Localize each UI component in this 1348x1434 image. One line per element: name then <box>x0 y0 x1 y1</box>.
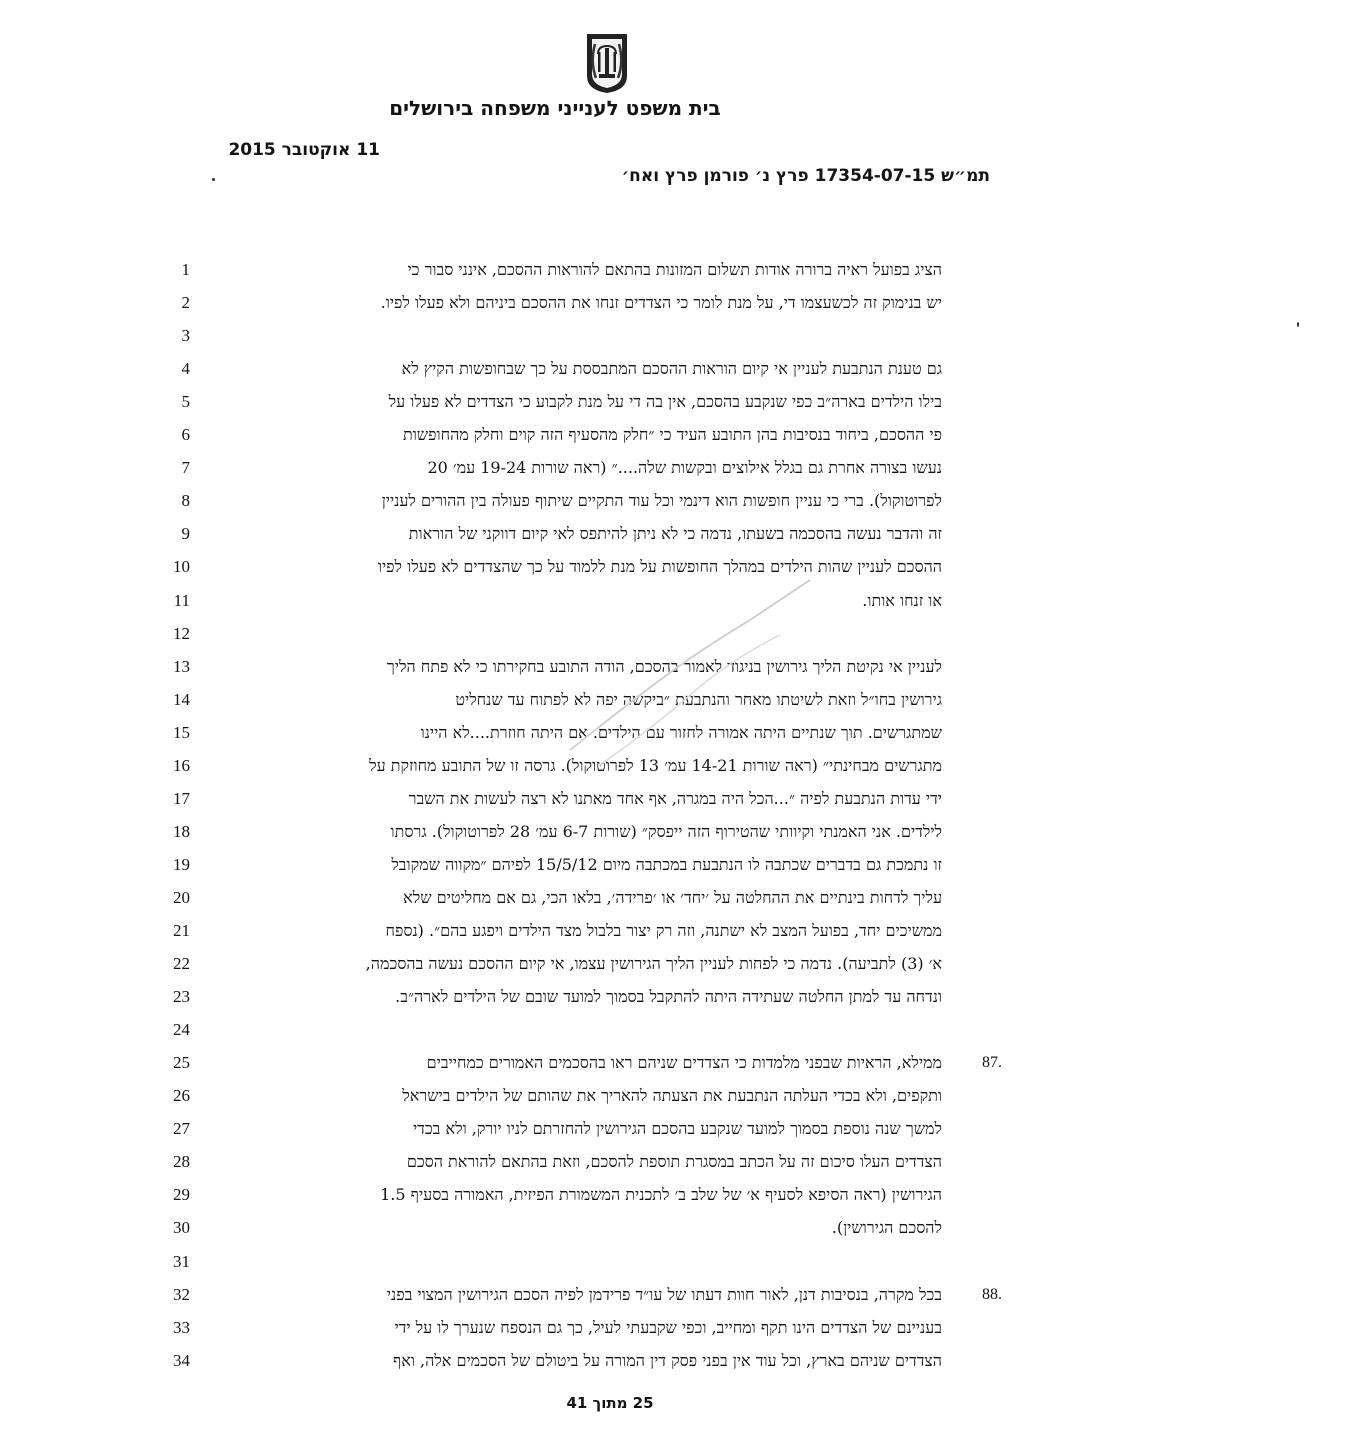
text-line: זה והדבר נעשה בהסכמה בשעתו, נדמה כי לא ניתן להיתפס לאי קיום דווקני של הוראות <box>408 524 942 543</box>
line-number: 33 <box>173 1318 190 1337</box>
line-number: 13 <box>173 657 190 676</box>
line-number: 31 <box>173 1252 190 1271</box>
text-line: יש בנימוק זה לכשעצמו די, על מנת לומר כי הצדדים זנחו את ההסכם ביניהם ולא פעלו לפיו. <box>380 293 942 312</box>
paragraph-number: 87. <box>982 1054 1002 1071</box>
text-line: למשך שנה נוספת בסמוך למועד שנקבע בהסכם הגירושין להחזרתם לניו יורק, ולא בכדי <box>412 1119 942 1138</box>
text-line: ידי עדות הנתבעת לפיה ״...הכל היה במגרה, אף אחד מאתנו לא רצה לעשות את השבר <box>408 789 942 808</box>
text-line: זו נתמכת גם בדברים שכתבה לו הנתבעת במכתבה מיום 15/5/12 לפיהם ״מקווה שמקובל <box>391 855 942 874</box>
state-emblem-icon <box>584 32 630 94</box>
line-number: 18 <box>173 822 190 841</box>
text-line: לפרוטוקול). ברי כי עניין חופשות הוא דינמי וכל עוד התקיים שיתוף פעולה בין ההורים לעניין <box>381 491 942 510</box>
text-line: הציג בפועל ראיה ברורה אודות תשלום המזונות בהתאם להוראות ההסכם, אינני סבור כי <box>407 260 942 279</box>
line-number: 20 <box>173 888 190 907</box>
text-line: א׳ (3) לתביעה). נדמה כי לפחות לעניין הליך הגירושין עצמו, אי קיום ההסכם נעשה בהסכמה, <box>365 954 942 973</box>
text-line: בעניינם של הצדדים הינו תקף ומחייב, וכפי שקבעתי לעיל, כך גם הנספח שנערך לו על ידי <box>394 1318 942 1337</box>
line-number: 11 <box>173 591 190 610</box>
text-line: שמתגרשים. תוך שנתיים היתה אמורה לחזור עם הילדים. אם היתה חוזרת....לא היינו <box>420 723 942 742</box>
text-line: עליך לדחות בינתיים את ההחלטה על ׳יחד׳ או ׳פרידה׳, בלאו הכי, גם אם מחליטים שלא <box>403 888 942 907</box>
line-number: 5 <box>181 392 190 411</box>
paragraph-number: 88. <box>982 1286 1002 1303</box>
line-number: 34 <box>173 1351 190 1370</box>
text-line: גם טענת הנתבעת לעניין אי קיום הוראות ההסכם המתבססת על כך שבחופשות הקיץ לא <box>401 359 942 378</box>
line-number: 14 <box>173 690 190 709</box>
text-line: הגירושין (ראה הסיפא לסעיף א׳ של שלב ב׳ לתכנית המשמורת הפיזית, האמורה בסעיף 1.5 <box>380 1185 942 1204</box>
line-number: 23 <box>173 987 190 1006</box>
line-number: 25 <box>173 1053 190 1072</box>
court-name: בית משפט לענייני משפחה בירושלים <box>389 96 721 120</box>
text-line: גירושין בחו״ל וזאת לשיטתו מאחר והנתבעת ״ביקשה יפה לא לפתוח עד שנחליט <box>455 690 942 709</box>
text-line: נעשו בצורה אחרת גם בגלל אילוצים ובקשות שלה....״ (ראה שורות 19-24 עמ׳ 20 <box>427 458 942 477</box>
line-number: 22 <box>173 954 190 973</box>
line-number: 28 <box>173 1152 190 1171</box>
line-number: 12 <box>173 624 190 643</box>
text-line: ממשיכים יחד, בפועל המצב לא ישתנה, וזה רק יצור בלבול מצד הילדים ויפגע בהם״. (נספח <box>385 921 942 940</box>
line-number: 19 <box>173 855 190 874</box>
line-number: 24 <box>173 1020 190 1039</box>
line-number: 26 <box>173 1086 190 1105</box>
line-number: 29 <box>173 1185 190 1204</box>
line-number: 2 <box>181 293 190 312</box>
line-number: 7 <box>181 458 190 477</box>
text-line: מתגרשים מבחינתי״ (ראה שורות 14-21 עמ׳ 13 לפרוטוקול). גרסה זו של התובע מחוזקת על <box>369 756 942 775</box>
line-number: 32 <box>173 1285 190 1304</box>
document-date: 11 אוקטובר 2015 <box>228 140 380 160</box>
text-line: לעניין אי נקיטת הליך גירושין בניגוד לאמור בהסכם, הודה התובע בחקירתו כי לא פתח הליך <box>386 657 942 676</box>
text-line: להסכם הגירושין). <box>831 1218 942 1237</box>
line-number: 15 <box>173 723 190 742</box>
text-line: לילדים. אני האמנתי וקיוותי שהטירוף הזה ייפסק״ (שורות 6-7 עמ׳ 28 לפרוטוקול). גרסתו <box>390 822 942 841</box>
line-number: 21 <box>173 921 190 940</box>
line-number: 3 <box>181 326 190 345</box>
line-number: 30 <box>173 1218 190 1237</box>
line-number: 4 <box>181 359 190 378</box>
text-line: בילו הילדים בארה״ב כפי שנקבע בהסכם, אין בה די על מנת לקבוע כי הצדדים לא פעלו על <box>388 392 942 411</box>
line-number: 10 <box>173 557 190 576</box>
text-line: ממילא, הראיות שבפני מלמדות כי הצדדים שניהם ראו בהסכמים האמורים כמחייבים <box>426 1053 942 1072</box>
text-line: הצדדים שניהם בארץ, וכל עוד אין בפני פסק דין המורה על ביטולם של הסכמים אלה, ואף <box>392 1351 942 1370</box>
text-line: ההסכם לעניין שהות הילדים במהלך החופשות על מנת ללמוד על כך שהצדדים לא פעלו לפיו <box>377 557 942 576</box>
line-number: 27 <box>173 1119 190 1138</box>
page-footer: 25 מתוך 41 <box>566 1394 654 1412</box>
text-line: ונדחה עד למתן החלטה שעתידה היתה להתקבל בסמוך למועד שובם של הילדים לארה״ב. <box>395 987 942 1006</box>
line-number: 9 <box>181 524 190 543</box>
line-number: 16 <box>173 756 190 775</box>
text-line: ותקפים, ולא בכדי העלתה הנתבעת את הצעתה להאריך את שהותם של הילדים בישראל <box>402 1086 942 1105</box>
line-number: 8 <box>181 491 190 510</box>
line-number: 17 <box>173 789 190 808</box>
text-line: הצדדים העלו סיכום זה על הכתב במסגרת תוספת להסכם, וזאת בהתאם להוראת הסכם <box>406 1152 942 1171</box>
text-line: פי ההסכם, ביחוד בנסיבות בהן התובע העיד כי ״חלק מהסעיף הזה קוים וחלק מהחופשות <box>402 425 942 444</box>
text-line: בכל מקרה, בנסיבות דנן, לאור חוות דעתו של עו״ד פרידמן לפיה הסכם הגירושין המצוי בפני <box>386 1285 942 1304</box>
case-heading: תמ״ש 17354-07-15 פרץ נ׳ פורמן פרץ ואח׳ <box>621 166 990 186</box>
scan-speck <box>212 178 215 181</box>
line-number: 6 <box>181 425 190 444</box>
line-number: 1 <box>181 260 190 279</box>
scan-speck <box>1297 322 1299 327</box>
text-line: או זנחו אותו. <box>862 591 942 610</box>
